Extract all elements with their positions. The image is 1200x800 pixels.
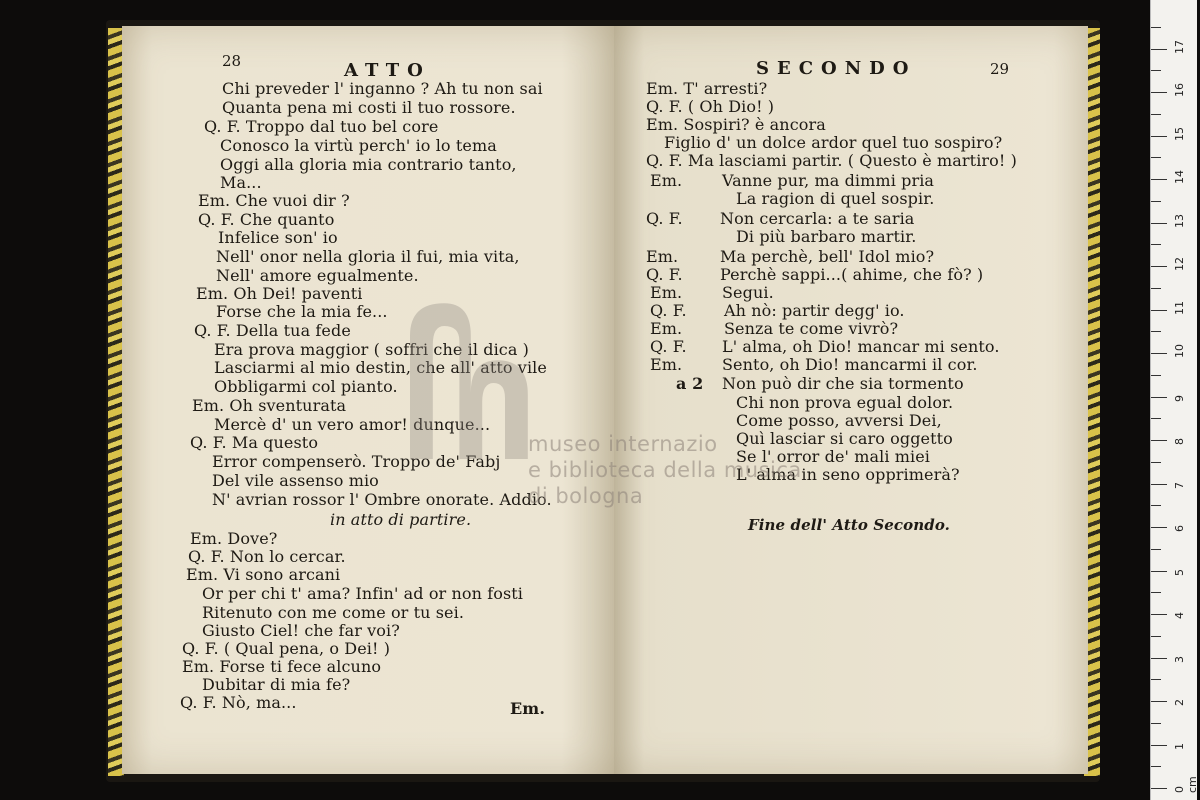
watermark-line-2: e biblioteca della musica	[528, 458, 802, 482]
speaker-line: Q. F. ( Qual pena, o Dei! )	[182, 639, 391, 658]
text-line: Ma...	[220, 173, 262, 192]
text-line: Nell' amore egualmente.	[216, 266, 419, 285]
speaker-line: Q. F. Che quanto	[198, 210, 335, 229]
watermark-line-3: di bologna	[528, 484, 644, 508]
speaker-label: Q. F.	[646, 265, 683, 284]
ruler-tick	[1151, 679, 1161, 680]
ruler-tick	[1151, 527, 1167, 528]
verse-line: La ragion di quel sospir.	[736, 189, 935, 208]
text-line: N' avrian rossor l' Ombre onorate. Addio.	[212, 490, 552, 509]
text-line: Quanta pena mi costi il tuo rossore.	[222, 98, 516, 117]
ruler-tick	[1151, 244, 1161, 245]
cm-ruler	[1150, 0, 1197, 800]
speaker-line: Em. Sospiri? è ancora	[646, 115, 826, 134]
verse-line: L' alma, oh Dio! mancar mi sento.	[722, 337, 1000, 356]
ruler-label: 15	[1173, 126, 1186, 141]
speaker-line: Q. F. Non lo cercar.	[188, 547, 346, 566]
text-line: Obbligarmi col pianto.	[214, 377, 398, 396]
ruler-tick	[1151, 27, 1161, 28]
speaker-label: Em.	[650, 283, 683, 302]
speaker-line: Em. Forse ti fece alcuno	[182, 657, 382, 676]
ruler-tick	[1151, 223, 1167, 224]
running-head-right: SECONDO	[756, 58, 917, 79]
ruler-tick	[1151, 288, 1161, 289]
right-page	[614, 26, 1088, 774]
speaker-line: Em. Oh Dei! paventi	[196, 284, 363, 303]
speaker-line: Q. F. Ma lasciami partir. ( Questo è martiro! )	[646, 151, 1017, 170]
verse-line: L' alma in seno opprimerà?	[736, 465, 960, 484]
text-line: Del vile assenso mio	[212, 471, 379, 490]
ruler-tick	[1151, 201, 1161, 202]
ruler-label: 4	[1173, 612, 1186, 619]
verse-line: Vanne pur, ma dimmi pria	[722, 171, 935, 190]
verse-line: Sento, oh Dio! mancarmi il cor.	[722, 355, 978, 374]
ruler-tick	[1151, 766, 1161, 767]
verse-line: Non può dir che sia tormento	[722, 374, 964, 393]
text-line: Conosco la virtù perch' io lo tema	[220, 136, 497, 155]
verse-line: Ma perchè, bell' Idol mio?	[720, 247, 935, 266]
ruler-tick	[1151, 331, 1161, 332]
ruler-tick	[1151, 375, 1161, 376]
end-of-act: Fine dell' Atto Secondo.	[748, 516, 950, 534]
ruler-label: 2	[1173, 699, 1186, 706]
ruler-label: 13	[1173, 213, 1186, 228]
speaker-line: Em. T' arresti?	[646, 79, 768, 98]
ruler-tick	[1151, 353, 1167, 354]
ruler-tick	[1151, 658, 1167, 659]
speaker-label: Q. F.	[650, 301, 687, 320]
ruler-label: 14	[1173, 170, 1186, 184]
ruler-tick	[1151, 397, 1167, 398]
ruler-tick	[1151, 723, 1161, 724]
ruler-label: 3	[1173, 655, 1186, 663]
stage-direction: in atto di partire.	[330, 510, 472, 529]
text-line: Oggi alla gloria mia contrario tanto,	[220, 155, 517, 174]
speaker-line: Q. F. ( Oh Dio! )	[646, 97, 775, 116]
ruler-label: 6	[1173, 525, 1186, 532]
speaker-line: Q. F. Della tua fede	[194, 321, 351, 340]
speaker-label: Em.	[650, 355, 683, 374]
ruler-tick	[1151, 114, 1161, 115]
ruler-label: 7	[1173, 481, 1186, 489]
ruler-label: 9	[1173, 394, 1186, 402]
ruler-label: 10	[1173, 344, 1186, 358]
ruler-tick	[1151, 136, 1167, 137]
text-line: Mercè d' un vero amor! dunque...	[214, 415, 491, 434]
ruler-label: 1	[1173, 742, 1186, 750]
ruler-tick	[1151, 505, 1161, 506]
page-number-right: 29	[990, 60, 1010, 78]
verse-line: Perchè sappi...( ahime, che fò? )	[720, 265, 984, 284]
speaker-line: Q. F. Nò, ma...	[180, 693, 297, 712]
speaker-line: Q. F. Ma questo	[190, 433, 319, 452]
ruler-tick	[1151, 788, 1167, 789]
text-line: Dubitar di mia fe?	[202, 675, 351, 694]
ruler-tick	[1151, 571, 1167, 572]
speaker-line: Em. Vi sono arcani	[186, 565, 341, 584]
verse-line: Se l' orror de' mali miei	[736, 447, 931, 466]
text-line: Or per chi t' ama? Infin' ad or non fosti	[202, 584, 524, 603]
ruler-label: 5	[1173, 568, 1186, 576]
text-line: Error compenserò. Troppo de' Fabj	[212, 452, 501, 471]
catchword: Em.	[510, 699, 545, 718]
verse-line: Quì lasciar si caro oggetto	[736, 429, 953, 448]
ruler-tick	[1151, 440, 1167, 441]
speaker-line: Em. Dove?	[190, 529, 278, 548]
speaker-label: Q. F.	[650, 337, 687, 356]
text-line: Era prova maggior ( soffri che il dica )	[214, 340, 530, 359]
ruler-tick	[1151, 745, 1167, 746]
duet-marker: a 2	[676, 374, 704, 393]
verse-line: Chi non prova egual dolor.	[736, 393, 954, 412]
ruler-label: 12	[1173, 257, 1186, 271]
verse-line: Segui.	[722, 283, 774, 302]
ruler-tick	[1151, 310, 1167, 311]
ruler-label: 17	[1173, 39, 1186, 54]
speaker-label: Em.	[650, 171, 683, 190]
ruler-tick	[1151, 614, 1167, 615]
ruler-label: 0 cm	[1173, 776, 1199, 793]
verse-line: Ah nò: partir degg' io.	[724, 301, 905, 320]
text-line: Chi preveder l' inganno ? Ah tu non sai	[222, 79, 543, 98]
ruler-tick	[1151, 70, 1161, 71]
ruler-tick	[1151, 636, 1161, 637]
speaker-line: Em. Che vuoi dir ?	[198, 191, 350, 210]
ruler-tick	[1151, 266, 1167, 267]
verse-line: Come posso, avversi Dei,	[736, 411, 942, 430]
text-line: Lasciarmi al mio destin, che all' atto vile	[214, 358, 547, 377]
ruler-tick	[1151, 701, 1167, 702]
text-line: Nell' onor nella gloria il fui, mia vita,	[216, 247, 520, 266]
ruler-tick	[1151, 179, 1167, 180]
text-line: Figlio d' un dolce ardor quel tuo sospiro?	[664, 133, 1003, 152]
ruler-label: 11	[1173, 300, 1186, 315]
ruler-tick	[1151, 92, 1167, 93]
speaker-label: Em.	[650, 319, 683, 338]
ruler-tick	[1151, 484, 1167, 485]
ruler-tick	[1151, 549, 1161, 550]
verse-line: Senza te come vivrò?	[724, 319, 899, 338]
text-line: Ritenuto con me come or tu sei.	[202, 603, 465, 622]
ruler-label: 8	[1173, 438, 1186, 445]
text-line: Infelice son' io	[218, 228, 338, 247]
speaker-label: Q. F.	[646, 209, 683, 228]
ruler-tick	[1151, 462, 1161, 463]
text-line: Forse che la mia fe...	[216, 302, 388, 321]
ruler-label: 16	[1173, 83, 1186, 97]
ruler-tick	[1151, 49, 1167, 50]
text-line: Giusto Ciel! che far voi?	[202, 621, 400, 640]
speaker-label: Em.	[646, 247, 679, 266]
speaker-line: Em. Oh sventurata	[192, 396, 347, 415]
watermark-line-1: museo internazio	[528, 432, 718, 456]
ruler-tick	[1151, 418, 1161, 419]
verse-line: Di più barbaro martir.	[736, 227, 917, 246]
verse-line: Non cercarla: a te saria	[720, 209, 915, 228]
page-number-left: 28	[222, 52, 242, 70]
ruler-tick	[1151, 592, 1161, 593]
running-head-left: ATTO	[344, 60, 431, 81]
ruler-tick	[1151, 157, 1161, 158]
speaker-line: Q. F. Troppo dal tuo bel core	[204, 117, 439, 136]
